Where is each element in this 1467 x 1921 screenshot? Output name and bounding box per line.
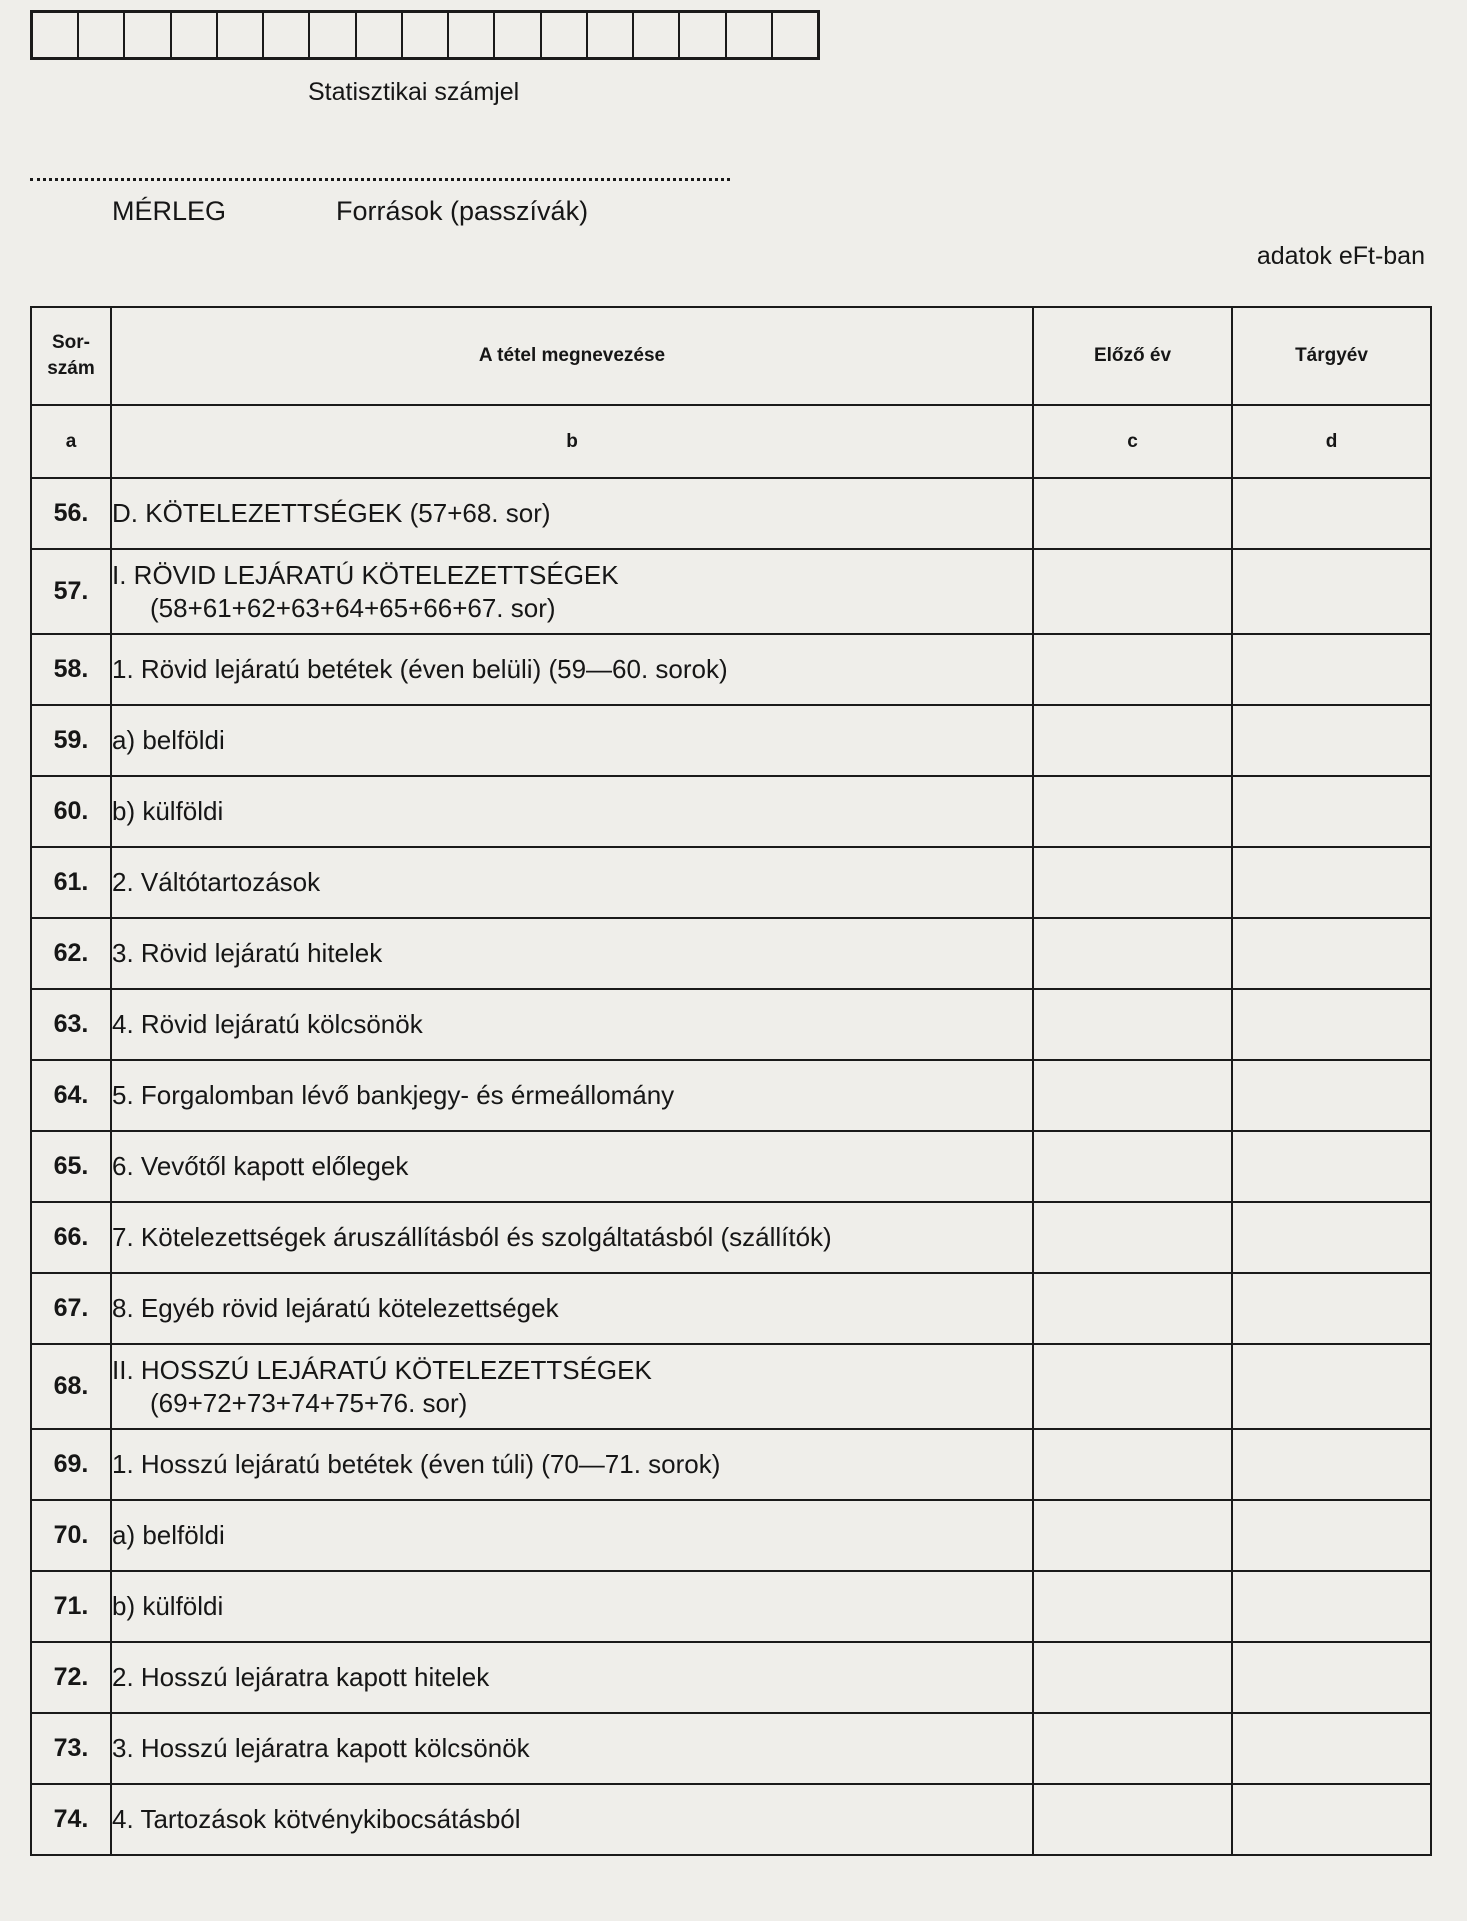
row-number: 56. xyxy=(31,478,111,549)
row-label-text: 2. Hosszú lejáratra kapott hitelek xyxy=(112,1662,490,1692)
table-row xyxy=(31,847,1431,918)
previous-year-cell[interactable] xyxy=(1033,1202,1232,1273)
row-label xyxy=(111,1571,1033,1642)
current-year-cell[interactable] xyxy=(1232,918,1431,989)
row-label-text: II. HOSSZÚ LEJÁRATÚ KÖTELEZETTSÉGEK xyxy=(112,1354,652,1385)
previous-year-cell[interactable] xyxy=(1033,1131,1232,1202)
row-label xyxy=(111,634,1033,705)
row-label-text: 7. Kötelezettségek áruszállításból és szolgáltatásból (szállítók) xyxy=(112,1222,832,1252)
table-row xyxy=(31,478,1431,549)
row-label-continuation: (69+72+73+74+75+76. sor) xyxy=(150,1387,468,1418)
current-year-cell[interactable] xyxy=(1232,989,1431,1060)
row-label xyxy=(111,1713,1033,1784)
previous-year-cell[interactable] xyxy=(1033,549,1232,634)
row-label-text: 1. Rövid lejáratú betétek (éven belüli) (59—60. sorok) xyxy=(112,654,728,684)
previous-year-cell[interactable] xyxy=(1033,989,1232,1060)
row-label xyxy=(111,1344,1033,1429)
current-year-cell[interactable] xyxy=(1232,478,1431,549)
row-number: 68. xyxy=(31,1344,111,1429)
row-number: 71. xyxy=(31,1571,111,1642)
table-row xyxy=(31,1344,1431,1429)
code-digit-box[interactable] xyxy=(79,13,125,57)
col-letter-c: c xyxy=(1033,405,1232,478)
table-row xyxy=(31,1642,1431,1713)
row-label xyxy=(111,1642,1033,1713)
table-row xyxy=(31,1713,1431,1784)
row-label-text: 1. Hosszú lejáratú betétek (éven túli) (70—71. sorok) xyxy=(112,1449,721,1479)
row-label xyxy=(111,1202,1033,1273)
table-row xyxy=(31,1500,1431,1571)
previous-year-cell[interactable] xyxy=(1033,1713,1232,1784)
table-row xyxy=(31,1784,1431,1855)
row-label-text: 6. Vevőtől kapott előlegek xyxy=(112,1151,409,1181)
previous-year-cell[interactable] xyxy=(1033,478,1232,549)
current-year-cell[interactable] xyxy=(1232,776,1431,847)
previous-year-cell[interactable] xyxy=(1033,1642,1232,1713)
current-year-cell[interactable] xyxy=(1232,705,1431,776)
current-year-cell[interactable] xyxy=(1232,1060,1431,1131)
current-year-cell[interactable] xyxy=(1232,1500,1431,1571)
row-number: 65. xyxy=(31,1131,111,1202)
row-number: 61. xyxy=(31,847,111,918)
row-number: 70. xyxy=(31,1500,111,1571)
table-row xyxy=(31,776,1431,847)
form-title: MÉRLEG xyxy=(112,196,227,226)
current-year-cell[interactable] xyxy=(1232,1713,1431,1784)
code-digit-box[interactable] xyxy=(264,13,310,57)
row-label xyxy=(111,1429,1033,1500)
form-subtitle: Források (passzívák) xyxy=(336,196,589,226)
current-year-cell[interactable] xyxy=(1232,1273,1431,1344)
current-year-cell[interactable] xyxy=(1232,1784,1431,1855)
row-label-text: 4. Tartozások kötvénykibocsátásból xyxy=(112,1804,521,1834)
row-number: 64. xyxy=(31,1060,111,1131)
table-row xyxy=(31,1131,1431,1202)
row-label xyxy=(111,1131,1033,1202)
previous-year-cell[interactable] xyxy=(1033,847,1232,918)
table-row xyxy=(31,1202,1431,1273)
table-row xyxy=(31,918,1431,989)
row-number: 66. xyxy=(31,1202,111,1273)
current-year-cell[interactable] xyxy=(1232,847,1431,918)
previous-year-cell[interactable] xyxy=(1033,1571,1232,1642)
code-digit-box[interactable] xyxy=(495,13,541,57)
current-year-cell[interactable] xyxy=(1232,549,1431,634)
units-note: adatok eFt-ban xyxy=(1256,242,1425,270)
code-digit-box[interactable] xyxy=(357,13,403,57)
row-label-text: b) külföldi xyxy=(112,796,224,826)
previous-year-cell[interactable] xyxy=(1033,1500,1232,1571)
table-row xyxy=(31,1273,1431,1344)
row-label-text: I. RÖVID LEJÁRATÚ KÖTELEZETTSÉGEK xyxy=(112,559,619,590)
row-label-text: 5. Forgalomban lévő bankjegy- és érmeállomány xyxy=(112,1080,675,1110)
row-number: 58. xyxy=(31,634,111,705)
col-header-row-number xyxy=(31,307,111,405)
table-row xyxy=(31,1571,1431,1642)
row-number: 74. xyxy=(31,1784,111,1855)
row-label-text: 4. Rövid lejáratú kölcsönök xyxy=(112,1009,423,1039)
row-number: 72. xyxy=(31,1642,111,1713)
row-label xyxy=(111,776,1033,847)
row-label xyxy=(111,989,1033,1060)
statistical-code-boxes[interactable] xyxy=(30,10,820,60)
name-fill-line xyxy=(30,178,730,181)
previous-year-cell[interactable] xyxy=(1033,1429,1232,1500)
previous-year-cell[interactable] xyxy=(1033,1784,1232,1855)
row-label-text: 3. Rövid lejáratú hitelek xyxy=(112,938,383,968)
code-digit-box[interactable] xyxy=(680,13,726,57)
current-year-cell[interactable] xyxy=(1232,1429,1431,1500)
code-digit-box[interactable] xyxy=(33,13,79,57)
col-letter-a: a xyxy=(31,405,111,478)
row-label-continuation: (58+61+62+63+64+65+66+67. sor) xyxy=(150,592,556,623)
code-digit-box[interactable] xyxy=(727,13,773,57)
col-header-current-year: Tárgyév xyxy=(1232,307,1431,405)
statistical-code-label: Statisztikai számjel xyxy=(308,78,520,106)
previous-year-cell[interactable] xyxy=(1033,776,1232,847)
code-digit-box[interactable] xyxy=(449,13,495,57)
col-header-previous-year: Előző év xyxy=(1033,307,1232,405)
row-label-text: a) belföldi xyxy=(112,1520,225,1550)
table-body xyxy=(31,478,1431,1855)
current-year-cell[interactable] xyxy=(1232,1344,1431,1429)
row-label xyxy=(111,1060,1033,1131)
row-label-text: D. KÖTELEZETTSÉGEK (57+68. sor) xyxy=(112,498,551,528)
row-number: 67. xyxy=(31,1273,111,1344)
previous-year-cell[interactable] xyxy=(1033,705,1232,776)
code-digit-box[interactable] xyxy=(172,13,218,57)
col-header-item-name: A tétel megnevezése xyxy=(111,307,1033,405)
liabilities-table xyxy=(30,306,1432,1856)
row-label xyxy=(111,918,1033,989)
row-number: 69. xyxy=(31,1429,111,1500)
table-row xyxy=(31,634,1431,705)
row-number: 73. xyxy=(31,1713,111,1784)
row-label xyxy=(111,847,1033,918)
row-label xyxy=(111,1500,1033,1571)
row-label xyxy=(111,1784,1033,1855)
previous-year-cell[interactable] xyxy=(1033,634,1232,705)
current-year-cell[interactable] xyxy=(1232,1131,1431,1202)
row-label xyxy=(111,1273,1033,1344)
table-row xyxy=(31,549,1431,634)
code-digit-box[interactable] xyxy=(310,13,356,57)
code-digit-box[interactable] xyxy=(634,13,680,57)
table-row xyxy=(31,1060,1431,1131)
code-digit-box[interactable] xyxy=(125,13,171,57)
previous-year-cell[interactable] xyxy=(1033,1273,1232,1344)
row-label-text: 8. Egyéb rövid lejáratú kötelezettségek xyxy=(112,1293,559,1323)
code-digit-box[interactable] xyxy=(218,13,264,57)
row-label xyxy=(111,705,1033,776)
current-year-cell[interactable] xyxy=(1232,1642,1431,1713)
row-label-text: 2. Váltótartozások xyxy=(112,867,321,897)
col-header-text: Sor- szám xyxy=(47,332,95,379)
row-label-text: 3. Hosszú lejáratra kapott kölcsönök xyxy=(112,1733,530,1763)
row-label-text: b) külföldi xyxy=(112,1591,224,1621)
current-year-cell[interactable] xyxy=(1232,1202,1431,1273)
row-label xyxy=(111,549,1033,634)
current-year-cell[interactable] xyxy=(1232,1571,1431,1642)
code-digit-box[interactable] xyxy=(542,13,588,57)
previous-year-cell[interactable] xyxy=(1033,918,1232,989)
previous-year-cell[interactable] xyxy=(1033,1344,1232,1429)
row-number: 63. xyxy=(31,989,111,1060)
row-number: 60. xyxy=(31,776,111,847)
col-letter-d: d xyxy=(1232,405,1431,478)
current-year-cell[interactable] xyxy=(1232,634,1431,705)
row-number: 59. xyxy=(31,705,111,776)
col-letter-b: b xyxy=(111,405,1033,478)
row-label-text: a) belföldi xyxy=(112,725,225,755)
row-number: 62. xyxy=(31,918,111,989)
code-digit-box[interactable] xyxy=(773,13,817,57)
table-row xyxy=(31,705,1431,776)
table-row xyxy=(31,1429,1431,1500)
code-digit-box[interactable] xyxy=(588,13,634,57)
previous-year-cell[interactable] xyxy=(1033,1060,1232,1131)
table-row xyxy=(31,989,1431,1060)
row-number: 57. xyxy=(31,549,111,634)
code-digit-box[interactable] xyxy=(403,13,449,57)
row-label xyxy=(111,478,1033,549)
